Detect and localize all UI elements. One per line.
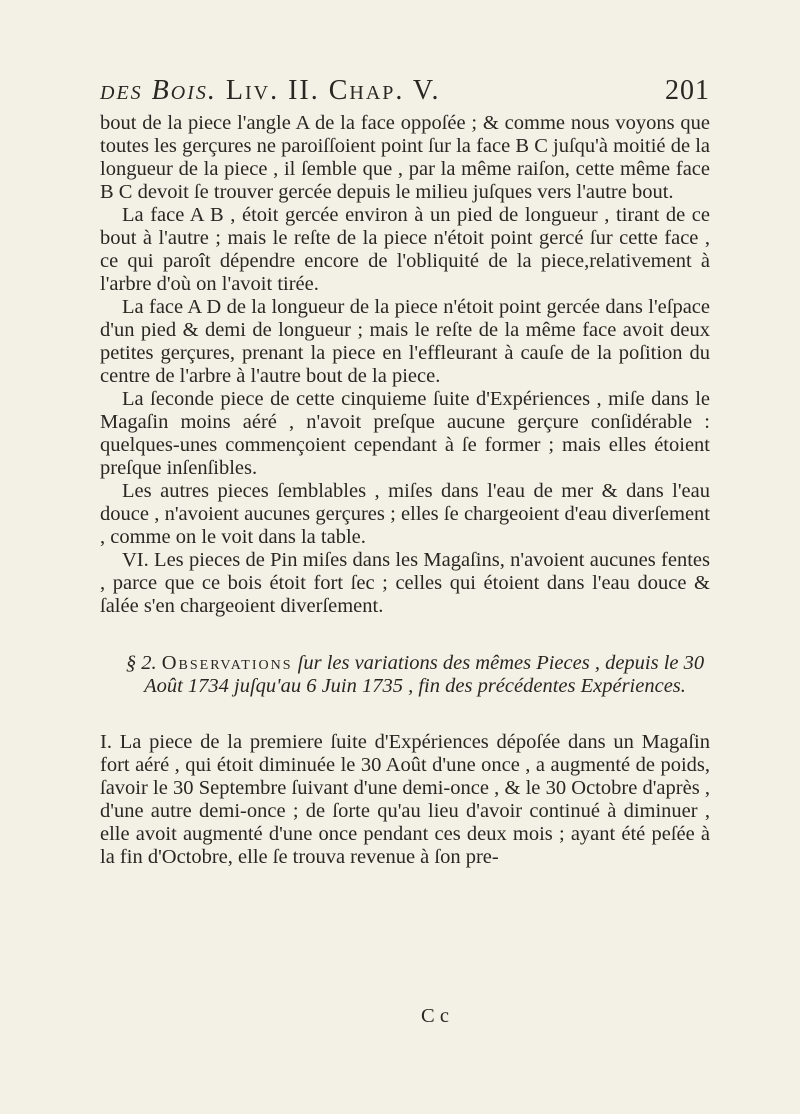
section-number: § 2. — [125, 652, 157, 674]
running-title-bois: Bois. — [151, 75, 217, 106]
running-title-book-chapter: Liv. II. Chap. V. — [225, 75, 441, 106]
page-number: 201 — [665, 75, 710, 106]
paragraph: La face A B , étoit gercée environ à un pied de longueur , tirant de ce bout à l'autre ; mais le reſte de la piece n'étoit point gercé ſur cette face , ce qui paroît dépendre encore de l'obliquité de la piece,relativement à l'arbre d'où on l'avoit tirée. — [100, 204, 710, 295]
section-body-text — [100, 731, 710, 869]
running-title — [100, 74, 441, 108]
paragraph: La ſeconde piece de cette cinquieme ſuite d'Expériences , miſe dans le Magaſin moins aéré , n'avoit preſque aucune gerçure conſidérable : quelques-unes commençoient cependant à ſe former ; mais elles étoient preſque inſenſibles. — [100, 388, 710, 479]
section-title: ſur les variations des mêmes Pieces , depuis le 30 Août 1734 juſqu'au 6 Juin 1735 , fin des précédentes Expériences. — [144, 652, 705, 697]
section-observations: Observations — [161, 652, 293, 674]
section-heading — [120, 652, 710, 698]
running-title-des: des — [100, 75, 143, 106]
signature-mark: C c — [421, 1005, 449, 1027]
paragraph: bout de la piece l'angle A de la face oppoſée ; & comme nous voyons que toutes les gerçures ne paroiſſoient point ſur la face B C juſqu'à moitié de la longueur de la piece , il ſemble que , par la même raiſon, cette même face B C devoit ſe trouver gercée depuis le milieu juſques vers l'autre bout. — [100, 112, 710, 203]
paragraph: VI. Les pieces de Pin miſes dans les Magaſins, n'avoient aucunes fentes , parce que ce bois étoit fort ſec ; celles qui étoient dans l'eau douce & ſalée s'en chargeoient diverſement. — [100, 549, 710, 617]
paragraph: La face A D de la longueur de la piece n'étoit point gercée dans l'eſpace d'un pied & demi de longueur ; mais le reſte de la même face avoit deux petites gerçures, prenant la piece en l'effleurant à cauſe de la poſition du centre de l'arbre à l'autre bout de la piece. — [100, 296, 710, 387]
running-header — [100, 74, 710, 108]
body-text — [100, 112, 710, 618]
paragraph: I. La piece de la premiere ſuite d'Expériences dépoſée dans un Magaſin fort aéré , qui étoit diminuée le 30 Août d'une once , a augmenté de poids, ſavoir le 30 Septembre ſuivant d'une demi-once , & le 30 Octobre d'après , d'une autre demi-once ; de ſorte qu'au lieu d'avoir continué à diminuer , elle avoit augmenté d'une once pendant ces deux mois ; ayant été peſée à la fin d'Octobre, elle ſe trouva revenue à ſon pre- — [100, 731, 710, 868]
paragraph: Les autres pieces ſemblables , miſes dans l'eau de mer & dans l'eau douce , n'avoient aucunes gerçures ; elles ſe chargeoient d'eau diverſement , comme on le voit dans la table. — [100, 480, 710, 548]
